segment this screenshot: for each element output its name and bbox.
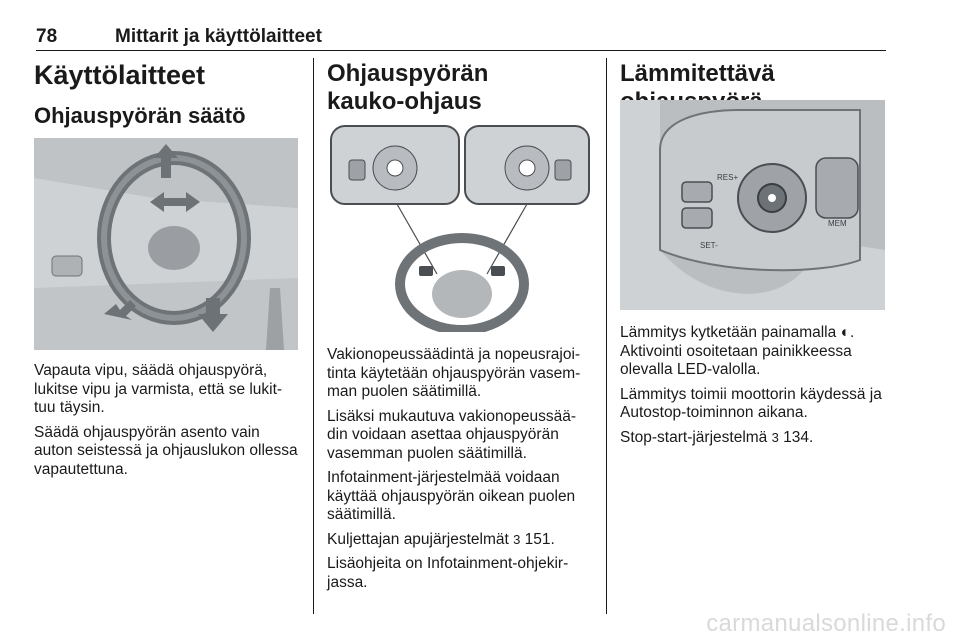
heating-led-text: Aktivointi osoitetaan painikkeessa olevalla LED-valolla. xyxy=(620,342,852,378)
page-ref-icon: 3 xyxy=(771,429,779,445)
watermark: carmanualsonline.info xyxy=(706,610,946,637)
adaptive-cruise-text: Lisäksi mukautuva vakionopeussää-din voidaan asettaa ohjauspyörän vasemman puolen säätimillä. xyxy=(327,407,576,462)
header-rule xyxy=(36,50,886,51)
subsection-heading: Ohjauspyörän säätö xyxy=(34,103,246,128)
remote-control-heading-line-1: Ohjauspyörän xyxy=(327,60,489,87)
heated-wheel-figure xyxy=(620,100,885,310)
column-1 xyxy=(34,60,302,129)
remote-control-figure xyxy=(327,124,591,332)
heating-operation-text: Lämmitys toimii moottorin käydessä ja Autostop-toiminnon aikana. xyxy=(620,385,882,421)
stop-start-text: Stop-start-järjestelmä xyxy=(620,428,768,446)
page-header xyxy=(36,18,886,50)
section-heading: Käyttölaitteet xyxy=(34,60,206,90)
heating-activation-label: Lämmitys kytketään painamalla xyxy=(620,324,837,341)
driver-assist-ref xyxy=(327,531,593,550)
mem-label: MEM xyxy=(828,219,847,228)
cruise-control-text: Vakionopeussäädintä ja nopeusrajoi-tinta käytetään ohjauspyörän vasem-man puolen säätimillä. xyxy=(327,346,581,400)
heated-wheel-heading: Lämmitettävä xyxy=(620,60,775,87)
page-ref-icon: 3 xyxy=(513,531,521,547)
column-divider-1 xyxy=(313,58,314,614)
driver-assist-page: 151. xyxy=(524,530,555,548)
steering-wheel-heat-icon: ◐ xyxy=(840,324,850,341)
driver-assist-text: Kuljettajan apujärjestelmät xyxy=(327,530,509,548)
steering-adjust-figure xyxy=(34,138,298,350)
section-title: Mittarit ja käyttölaitteet xyxy=(115,26,322,47)
heating-activation-text: Lämmitys kytketään painamalla ◐. xyxy=(620,324,855,341)
infotainment-text: Infotainment-järjestelmää voidaan käyttää ohjauspyörän oikean puolen säätimillä. xyxy=(327,469,576,523)
set-minus-label: SET- xyxy=(700,241,718,250)
column-3-text xyxy=(620,324,890,453)
stop-start-page: 134. xyxy=(783,428,814,446)
column-2-text xyxy=(327,346,593,598)
remote-control-heading-line-2: kauko-ohjaus xyxy=(327,88,482,115)
res-plus-label: RES+ xyxy=(717,173,739,182)
column-2 xyxy=(327,60,595,116)
infotainment-manual-text: Lisäohjeita on Infotainment-ohjekir-jassa. xyxy=(327,555,569,591)
stop-start-ref xyxy=(620,429,890,448)
column-divider-2 xyxy=(606,58,607,614)
column-1-text xyxy=(34,362,300,485)
steering-adjust-text-2: Säädä ohjauspyörän asento vain auton seistessä ja ohjauslukon ollessa vapautettuna. xyxy=(34,423,298,478)
page-number: 78 xyxy=(36,26,58,47)
steering-adjust-text-1: Vapauta vipu, säädä ohjauspyörä, lukitse vipu ja varmista, että se lukit-tuu täysin. xyxy=(34,362,283,416)
